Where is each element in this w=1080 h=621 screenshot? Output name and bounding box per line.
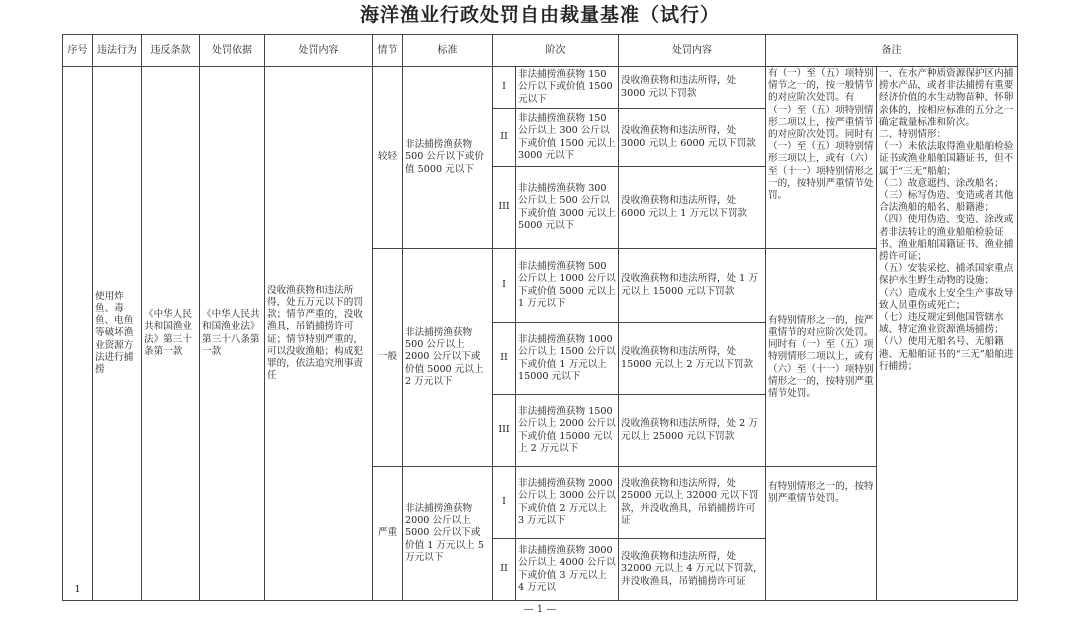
level-penalty: 没收渔获物和违法所得，处 3000 元以下罚款 (619, 67, 766, 109)
note-light: 有（一）至（五）项特别情节之一的，按一般情节的对应阶次处罚。有（一）至（五）项特别情形二项以上，按严重情节的对应阶次处罚。同时有（一）至（五）项特别情形三项以上，或有（六）至（十一）项特别情形之一的，按特别严重情节处罚。 (766, 67, 877, 249)
circumstance-general: 一般 (373, 249, 403, 467)
header-content-2: 处罚内容 (619, 35, 766, 67)
standard-general: 非法捕捞渔获物 500 公斤以上 2000 公斤以下或价值 5000 元以上 2 万元以下 (403, 249, 493, 467)
note-serious: 有特别情形之一的，按特别严重情节处罚。 (766, 467, 877, 601)
header-act: 违法行为 (93, 35, 142, 67)
level-roman: III (493, 395, 516, 467)
penalty-standards-table (62, 34, 1018, 601)
level-roman: I (493, 467, 516, 539)
header-level: 阶次 (493, 35, 619, 67)
table-row (63, 67, 1018, 109)
page-number: — 1 — (523, 604, 557, 615)
penalty-basis: 《中华人民共和国渔业法》第三十八条第一款 (200, 67, 265, 601)
circumstance-serious: 严重 (373, 467, 403, 601)
level-standard: 非法捕捞渔获物 2000 公斤以上 3000 公斤以下或价值 2 万元以上 3 万元以下 (516, 467, 619, 539)
level-standard: 非法捕捞渔获物 1000 公斤以上 1500 公斤以下或价值 1 万元以上 15000 元以下 (516, 323, 619, 395)
header-remarks: 备注 (766, 35, 1018, 67)
level-standard: 非法捕捞渔获物 150 公斤以上 300 公斤以下或价值 1500 元以上 3000 元以下 (516, 109, 619, 167)
violated-clause: 《中华人民共和国渔业法》第三十条第一款 (142, 67, 200, 601)
level-roman: II (493, 109, 516, 167)
level-roman: II (493, 539, 516, 601)
violation-act: 使用炸鱼、毒鱼、电鱼等破坏渔业资源方法进行捕捞 (93, 67, 142, 601)
header-content: 处罚内容 (265, 35, 373, 67)
level-standard: 非法捕捞渔获物 300 公斤以上 500 公斤以下或价值 3000 元以上 5000 元以下 (516, 167, 619, 249)
level-roman: II (493, 323, 516, 395)
remarks: 一、在水产种质资源保护区内捕捞水产品，或者非法捕捞有重要经济价值的水生动物苗种、怀卵亲体的，按相应标准的五分之一确定裁量标准和阶次。 二、特别情形： （一）未依法取得渔业船舶检验证书或渔业船舶国籍证书，但不属于“三无”船舶； （二）故意遮挡、涂改船名； （三）标写伪造、变造或者其他合法渔船的船名、船籍港； （四）使用伪造、变造、涂改或者非法转让的渔业船舶检验证书、渔业船舶国籍证书、渔业捕捞许可证； （五）安装采挖、捕杀国家重点保护水生野生动物的设施； （六）造成水上安全生产事故导致人员重伤或死亡； （七）违反规定到他国管辖水域、特定渔业资源渔场捕捞； （八）使用无船名号、无船籍港、无船舶证书的“三无”船舶进行捕捞； (877, 67, 1018, 601)
header-row (63, 35, 1018, 67)
header-circumstance: 情节 (373, 35, 403, 67)
level-standard: 非法捕捞渔获物 150 公斤以下或价值 1500 元以下 (516, 67, 619, 109)
header-clause: 违反条款 (142, 35, 200, 67)
document-title: 海洋渔业行政处罚自由裁量基准（试行） (359, 4, 720, 26)
standard-serious: 非法捕捞渔获物 2000 公斤以上 5000 公斤以下或价值 1 万元以上 5 万元以下 (403, 467, 493, 601)
level-penalty: 没收渔获物和违法所得，处 3000 元以上 6000 元以下罚款 (619, 109, 766, 167)
level-standard: 非法捕捞渔获物 1500 公斤以上 2000 公斤以下或价值 15000 元以上 2 万元以下 (516, 395, 619, 467)
standard-light: 非法捕捞渔获物 500 公斤以下或价值 5000 元以下 (403, 67, 493, 249)
level-penalty: 没收渔获物和违法所得，处 1 万元以上 15000 元以下罚款 (619, 249, 766, 323)
header-no: 序号 (63, 35, 93, 67)
level-penalty: 没收渔获物和违法所得，处 2 万元以上 25000 元以下罚款 (619, 395, 766, 467)
level-penalty: 没收渔获物和违法所得，处 15000 元以上 2 万元以下罚款 (619, 323, 766, 395)
level-penalty: 没收渔获物和违法所得，处 32000 元以上 4 万元以下罚款，并没收渔具，吊销捕捞许可证 (619, 539, 766, 601)
level-standard: 非法捕捞渔获物 3000 公斤以上 4000 公斤以下或价值 3 万元以上 4 万元以 (516, 539, 619, 601)
level-roman: I (493, 67, 516, 109)
level-standard: 非法捕捞渔获物 500 公斤以上 1000 公斤以下或价值 5000 元以上 1 万元以下 (516, 249, 619, 323)
level-roman: III (493, 167, 516, 249)
level-penalty: 没收渔获物和违法所得，处 6000 元以上 1 万元以下罚款 (619, 167, 766, 249)
level-roman: I (493, 249, 516, 323)
level-penalty: 没收渔获物和违法所得，处 25000 元以上 32000 元以下罚款，并没收渔具，吊销捕捞许可证 (619, 467, 766, 539)
penalty-content: 没收渔获物和违法所得，处五万元以下的罚款；情节严重的，没收渔具，吊销捕捞许可证；情节特别严重的，可以没收渔船；构成犯罪的，依法追究刑事责任 (265, 67, 373, 601)
note-general: 有特别情形之一的，按严重情节的对应阶次处罚。同时有（一）至（五）项特别情形二项以上，或有（六）至（十一）项特别情形之一的，按特别严重情节处罚。 (766, 249, 877, 467)
header-standard: 标准 (403, 35, 493, 67)
circumstance-light: 较轻 (373, 67, 403, 249)
row-number: 1 (63, 67, 93, 601)
header-basis: 处罚依据 (200, 35, 265, 67)
